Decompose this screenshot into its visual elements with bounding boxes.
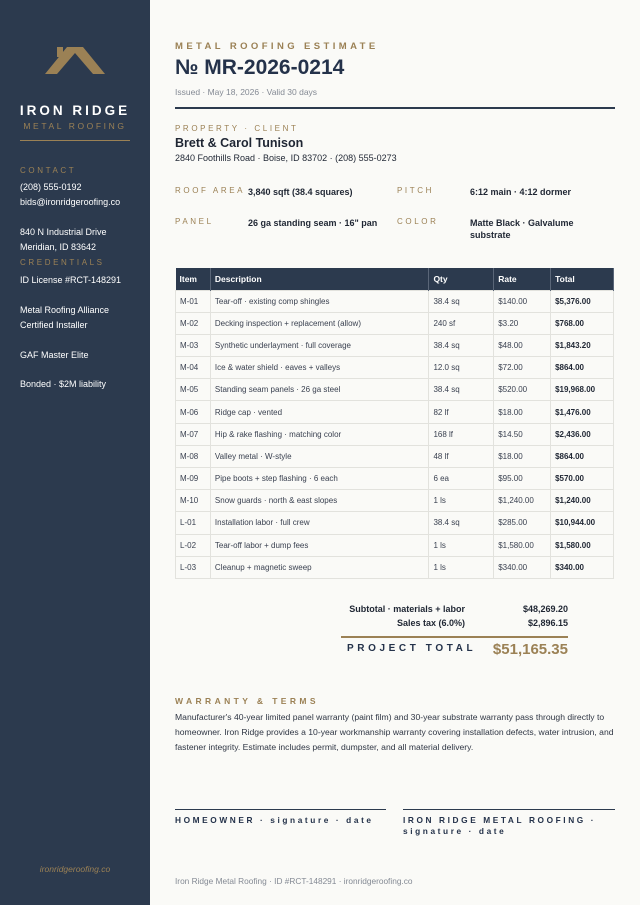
client-name: Brett & Carol Tunison xyxy=(175,136,304,150)
column-header-qty: Qty xyxy=(429,268,494,290)
document-eyebrow: METAL ROOFING ESTIMATE xyxy=(175,41,379,52)
cell-qty: 6 ea xyxy=(429,468,494,490)
cell-total: $19,968.00 xyxy=(551,379,614,401)
pitch-value: 6:12 main · 4:12 dormer xyxy=(470,187,572,197)
cell-rate: $3.20 xyxy=(494,312,551,334)
cell-description: Snow guards · north & east slopes xyxy=(210,490,429,512)
cell-qty: 48 lf xyxy=(429,445,494,467)
cell-item: M-04 xyxy=(176,357,211,379)
cell-total: $10,944.00 xyxy=(551,512,614,534)
cell-rate: $140.00 xyxy=(494,290,551,312)
page-footer: Iron Ridge Metal Roofing · ID #RCT-148291 · ironridgeroofing.co xyxy=(175,876,413,886)
cell-item: L-02 xyxy=(176,534,211,556)
cell-total: $1,476.00 xyxy=(551,401,614,423)
table-row xyxy=(176,401,614,423)
cell-rate: $14.50 xyxy=(494,423,551,445)
table-row xyxy=(176,334,614,356)
contact-address-line2: Meridian, ID 83642 xyxy=(20,242,97,252)
cell-total: $768.00 xyxy=(551,312,614,334)
cell-rate: $1,580.00 xyxy=(494,534,551,556)
credentials-heading: CREDENTIALS xyxy=(20,258,105,267)
sidebar-website: ironridgeroofing.co xyxy=(39,864,111,874)
cell-description: Decking inspection + replacement (allow) xyxy=(210,312,429,334)
cell-item: M-03 xyxy=(176,334,211,356)
table-row xyxy=(176,379,614,401)
cell-rate: $285.00 xyxy=(494,512,551,534)
cell-description: Hip & rake flashing · matching color xyxy=(210,423,429,445)
terms-body: Manufacturer's 40-year limited panel warranty (paint film) and 30-year substrate warranty pass through directly to homeowner. Iron Ridge provides a 10-year workmanship warranty covering installation defects, water intrusion, and fastener integrity. Estimate includes permit, dumpster, and all material delivery. xyxy=(175,712,614,753)
homeowner-signature-line xyxy=(175,809,386,810)
cell-rate: $18.00 xyxy=(494,445,551,467)
homeowner-signature-label: HOMEOWNER · signature · date xyxy=(175,815,374,825)
table-row xyxy=(176,490,614,512)
cell-description: Installation labor · full crew xyxy=(210,512,429,534)
cell-total: $864.00 xyxy=(551,357,614,379)
table-row xyxy=(176,423,614,445)
brand-divider xyxy=(20,140,130,141)
cell-qty: 38.4 sq xyxy=(429,512,494,534)
cell-qty: 1 ls xyxy=(429,556,494,578)
credential-gaf: GAF Master Elite xyxy=(20,350,89,360)
cell-description: Ridge cap · vented xyxy=(210,401,429,423)
credential-license: ID License #RCT-148291 xyxy=(20,275,122,285)
cell-rate: $48.00 xyxy=(494,334,551,356)
contact-email: bids@ironridgeroofing.co xyxy=(20,197,121,207)
cell-item: M-05 xyxy=(176,379,211,401)
contact-phone: (208) 555-0192 xyxy=(20,182,82,192)
cell-rate: $95.00 xyxy=(494,468,551,490)
cell-description: Synthetic underlayment · full coverage xyxy=(210,334,429,356)
total-divider xyxy=(341,636,568,638)
client-address: 2840 Foothills Road · Boise, ID 83702 · (208) 555-0273 xyxy=(175,153,397,163)
subtotal-value: $48,269.20 xyxy=(522,604,568,614)
table-row xyxy=(176,556,614,578)
cell-rate: $18.00 xyxy=(494,401,551,423)
column-header-total: Total xyxy=(551,268,614,290)
brand-subtitle: METAL ROOFING xyxy=(23,121,127,131)
table-row xyxy=(176,468,614,490)
table-header-row xyxy=(176,268,614,290)
estimate-number: № MR-2026-0214 xyxy=(175,56,345,79)
cell-qty: 1 ls xyxy=(429,534,494,556)
cell-total: $570.00 xyxy=(551,468,614,490)
terms-heading: WARRANTY & TERMS xyxy=(175,696,319,706)
cell-total: $5,376.00 xyxy=(551,290,614,312)
cell-qty: 38.4 sq xyxy=(429,290,494,312)
cell-qty: 82 lf xyxy=(429,401,494,423)
cell-item: M-02 xyxy=(176,312,211,334)
cell-qty: 1 ls xyxy=(429,490,494,512)
cell-description: Valley metal · W-style xyxy=(210,445,429,467)
cell-description: Pipe boots + step flashing · 6 each xyxy=(210,468,429,490)
cell-qty: 12.0 sq xyxy=(429,357,494,379)
credential-bonded: Bonded · $2M liability xyxy=(20,379,107,389)
column-header-item: Item xyxy=(176,268,211,290)
cell-qty: 38.4 sq xyxy=(429,334,494,356)
tax-value: $2,896.15 xyxy=(527,618,568,628)
cell-total: $2,436.00 xyxy=(551,423,614,445)
cell-rate: $72.00 xyxy=(494,357,551,379)
line-items-table xyxy=(175,268,614,579)
cell-rate: $340.00 xyxy=(494,556,551,578)
estimate-document xyxy=(175,0,615,905)
cell-item: M-08 xyxy=(176,445,211,467)
column-header-description: Description xyxy=(210,268,429,290)
contact-address-line1: 840 N Industrial Drive xyxy=(20,227,107,237)
credential-mra: Metal Roofing Alliance xyxy=(20,305,110,315)
panel-label: PANEL xyxy=(175,217,214,226)
table-row xyxy=(176,357,614,379)
sidebar xyxy=(0,0,150,905)
cell-item: M-01 xyxy=(176,290,211,312)
cell-total: $1,843.20 xyxy=(551,334,614,356)
roof-logo-icon xyxy=(45,44,105,74)
tax-label: Sales tax (6.0%) xyxy=(396,618,465,628)
cell-total: $1,240.00 xyxy=(551,490,614,512)
roof-area-value: 3,840 sqft (38.4 squares) xyxy=(248,187,353,197)
cell-description: Cleanup + magnetic sweep xyxy=(210,556,429,578)
cell-item: M-10 xyxy=(176,490,211,512)
cell-item: M-09 xyxy=(176,468,211,490)
subtotal-label: Subtotal · materials + labor xyxy=(349,604,465,614)
cell-item: L-01 xyxy=(176,512,211,534)
table-row xyxy=(176,312,614,334)
project-total-value: $51,165.35 xyxy=(492,641,568,658)
cell-description: Standing seam panels · 26 ga steel xyxy=(210,379,429,401)
issued-date: Issued · May 18, 2026 · Valid 30 days xyxy=(175,87,318,97)
cell-total: $340.00 xyxy=(551,556,614,578)
cell-description: Tear-off · existing comp shingles xyxy=(210,290,429,312)
credential-certified: Certified Installer xyxy=(20,320,88,330)
column-header-rate: Rate xyxy=(494,268,551,290)
cell-item: L-03 xyxy=(176,556,211,578)
cell-qty: 38.4 sq xyxy=(429,379,494,401)
client-label: PROPERTY · CLIENT xyxy=(175,124,299,133)
color-label: COLOR xyxy=(397,217,439,226)
table-row xyxy=(176,290,614,312)
panel-value: 26 ga standing seam · 16" pan xyxy=(248,218,378,228)
cell-total: $1,580.00 xyxy=(551,534,614,556)
roof-area-label: ROOF AREA xyxy=(175,186,246,195)
project-total-label: PROJECT TOTAL xyxy=(347,643,477,654)
cell-qty: 168 lf xyxy=(429,423,494,445)
contact-heading: CONTACT xyxy=(20,166,77,175)
cell-item: M-06 xyxy=(176,401,211,423)
cell-description: Ice & water shield · eaves + valleys xyxy=(210,357,429,379)
pitch-label: PITCH xyxy=(397,186,434,195)
table-row xyxy=(176,534,614,556)
table-row xyxy=(176,445,614,467)
color-value: Matte Black · Galvalume substrate xyxy=(470,218,574,240)
cell-item: M-07 xyxy=(176,423,211,445)
cell-rate: $1,240.00 xyxy=(494,490,551,512)
company-signature-line xyxy=(403,809,615,810)
table-row xyxy=(176,512,614,534)
brand-name: IRON RIDGE xyxy=(19,103,131,118)
cell-total: $864.00 xyxy=(551,445,614,467)
header-divider xyxy=(175,107,615,109)
cell-rate: $520.00 xyxy=(494,379,551,401)
cell-qty: 240 sf xyxy=(429,312,494,334)
company-signature-label: IRON RIDGE METAL ROOFING · signature · date xyxy=(403,815,597,836)
cell-description: Tear-off labor + dump fees xyxy=(210,534,429,556)
